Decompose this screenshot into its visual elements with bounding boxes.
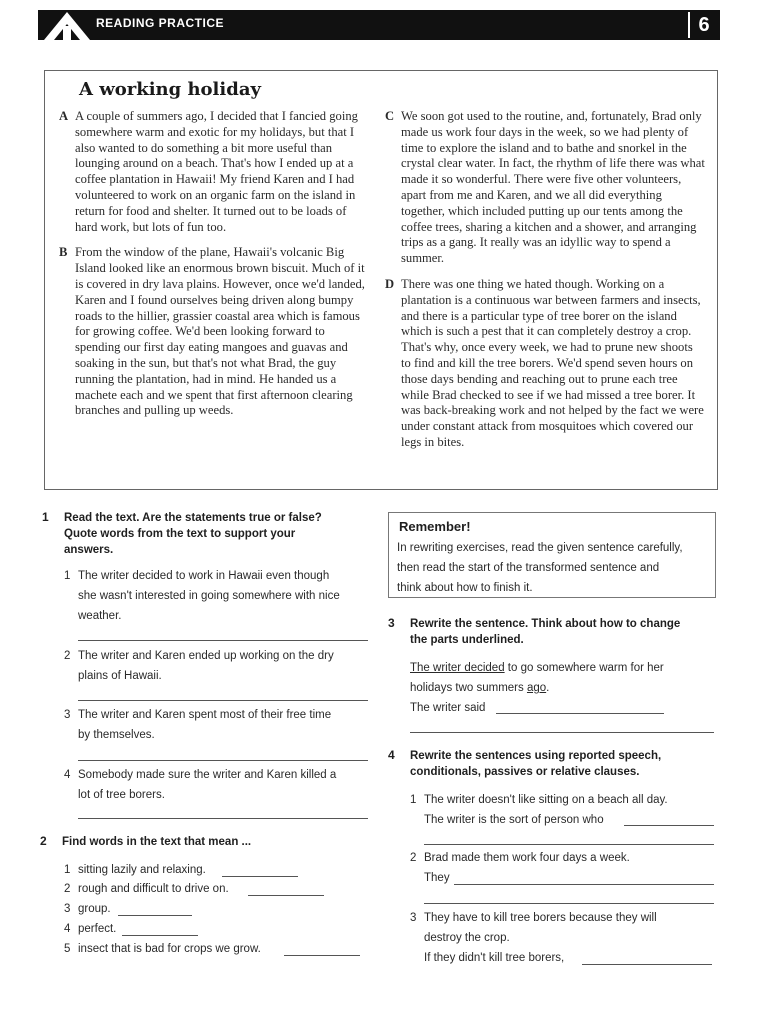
paragraph-text: From the window of the plane, Hawaii's volcanic Big Island looked like an enormous brown biscuit. Much of it is covered in dry lava plains. However, once we'd landed, Karen and I found ourselves being driven along bumpy roads to the hillier, grassier coastal area which is famous for growing coffee. We'd been looking forward to spending our first day eating mangoes and guavas and soaking in the sun, but that's not what Brad, the guy running the plantation, had in mind. He handed us a machete each and we spent that first afternoon clearing branches and pulling up weeds. [75, 245, 365, 418]
answer-line[interactable] [582, 964, 712, 965]
arrow-logo-icon [42, 10, 92, 40]
item-text [424, 790, 668, 830]
item-number: 4 [64, 769, 71, 781]
item-number: 1 [64, 570, 71, 582]
item-text: perfect. [78, 923, 117, 935]
instruction-line: answers. [64, 544, 114, 556]
answer-line[interactable] [78, 760, 368, 761]
answer-line[interactable] [624, 825, 714, 826]
exercise-number: 4 [388, 748, 395, 762]
exercise-2 [40, 834, 370, 964]
remember-line: think about how to finish it. [397, 582, 533, 594]
item-number: 3 [64, 709, 71, 721]
paragraph-letter: D [385, 276, 395, 291]
paragraph-d [385, 277, 705, 451]
item-line: lot of tree borers. [78, 789, 165, 801]
remember-title: Remember! [399, 519, 471, 534]
item-line: by themselves. [78, 729, 155, 741]
item-line: weather. [78, 610, 122, 622]
item-text: rough and difficult to drive on. [78, 883, 229, 895]
item-line: Somebody made sure the writer and Karen killed a [78, 769, 337, 781]
item-text [78, 646, 334, 686]
paragraph-text: We soon got used to the routine, and, fortunately, Brad only made us work four days in the week, so we had plenty of time to explore the island and to bathe and snorkel in the crystal clear water. In fact, the rhythm of life there was what made it so wonderful. There were five other volunteers, apart from me and Karen, and we all did everything together, which included putting up our tents among the coffee trees, sharing a kitchen and a shower, and arranging trips as a gang. It really was an idyllic way to spend a summer. [401, 109, 705, 266]
item-text: group. [78, 903, 111, 915]
sentence-line-2 [410, 678, 720, 698]
exercise-1 [42, 510, 372, 820]
paragraph-a [59, 109, 369, 235]
paragraph-c [385, 109, 705, 267]
item-prompt: The writer is the sort of person who [424, 814, 604, 826]
item-text [424, 848, 630, 888]
item-number: 5 [64, 943, 71, 955]
answer-line[interactable] [424, 903, 714, 904]
exercise-3 [388, 616, 718, 736]
answer-line[interactable] [424, 844, 714, 845]
rewrite-sentence [410, 658, 720, 718]
answer-line[interactable] [284, 955, 360, 956]
exercise-instruction: Find words in the text that mean ... [62, 836, 252, 848]
item-text: insect that is bad for crops we grow. [78, 943, 261, 955]
instruction-line: Quote words from the text to support your [64, 528, 296, 540]
item-number: 2 [410, 852, 417, 864]
sentence-prompt: The writer said [410, 702, 486, 714]
item-line: The writer and Karen ended up working on the dry [78, 650, 334, 662]
reading-passage-box [44, 70, 718, 490]
paragraph-letter: A [59, 109, 69, 123]
answer-line[interactable] [222, 876, 298, 877]
remember-line: In rewriting exercises, read the given sentence carefully, [397, 542, 683, 554]
paragraph-letter: C [385, 109, 395, 123]
answer-line[interactable] [122, 935, 198, 936]
remember-text [397, 538, 713, 598]
section-header [38, 10, 720, 40]
passage-column-right [385, 109, 705, 461]
underlined-phrase: The writer decided [410, 662, 505, 674]
paragraph-b [59, 245, 369, 419]
instruction-line: Read the text. Are the statements true or false? [64, 512, 322, 524]
item-sentence: They have to kill tree borers because they will [424, 912, 657, 924]
item-sentence: Brad made them work four days a week. [424, 852, 630, 864]
item-number: 3 [64, 903, 71, 915]
item-line: The writer decided to work in Hawaii even though [78, 570, 330, 582]
remember-line: then read the start of the transformed sentence and [397, 562, 660, 574]
passage-column-left [59, 109, 369, 429]
sentence-text: holidays two summers [410, 682, 527, 694]
item-text [78, 566, 340, 626]
item-line: The writer and Karen spent most of their free time [78, 709, 332, 721]
answer-line[interactable] [78, 640, 368, 641]
item-text [78, 705, 331, 745]
sentence-text: to go somewhere warm for her [504, 662, 664, 674]
answer-line[interactable] [496, 713, 664, 714]
exercise-4 [388, 748, 718, 968]
item-number: 1 [64, 864, 71, 876]
exercise-number: 2 [40, 834, 47, 848]
instruction-line: conditionals, passives or relative clauses. [410, 766, 640, 778]
item-number: 2 [64, 650, 71, 662]
instruction-line: Rewrite the sentence. Think about how to change [410, 618, 681, 630]
answer-line[interactable] [454, 884, 714, 885]
paragraph-text: A couple of summers ago, I decided that I fancied going somewhere warm and exotic for my holidays, but that I also wanted to do something a bit more useful than lounging around on a beach. That's how I ended up at a coffee plantation in Hawaii! My friend Karen and I had volunteered to work on an organic farm on the island in return for food and shelter. It turned out to be loads of hard work, but lots of fun too. [75, 109, 358, 234]
item-prompt: They [424, 872, 450, 884]
answer-line[interactable] [78, 818, 368, 819]
item-sentence: destroy the crop. [424, 932, 510, 944]
item-number: 1 [410, 794, 417, 806]
item-sentence: The writer doesn't like sitting on a beach all day. [424, 794, 668, 806]
remember-box [388, 512, 716, 598]
item-number: 4 [64, 923, 71, 935]
item-text [78, 765, 336, 805]
paragraph-text: There was one thing we hated though. Working on a plantation is a continuous war between farmers and insects, and there is a particular type of tree borer on the island which is such a pest that it can completely destroy a crop. That's why, once every week, we had to prune new shoots to find and kill the tree borers. We'd spend seven hours on those days bending and reaching out to prune each tree while Brad checked to see if we had missed a tree borer. It was back-breaking work and not helped by the fact we were under constant attack from mosquitoes which covered our legs in bites. [401, 276, 704, 449]
item-prompt: If they didn't kill tree borers, [424, 952, 565, 964]
item-number: 3 [410, 912, 417, 924]
exercise-number: 3 [388, 616, 395, 630]
sentence-text: . [546, 682, 550, 694]
unit-number: 6 [688, 12, 718, 38]
answer-line[interactable] [410, 732, 714, 733]
sentence-line-1 [410, 658, 720, 678]
passage-title: A working holiday [79, 79, 261, 100]
instruction-line: Rewrite the sentences using reported speech, [410, 750, 662, 762]
exercise-instruction [410, 616, 680, 648]
exercise-number: 1 [42, 510, 49, 524]
item-text [424, 908, 657, 968]
underlined-phrase: ago [526, 682, 547, 694]
answer-line[interactable] [118, 915, 192, 916]
item-line: she wasn't interested in going somewhere with nice [78, 590, 340, 602]
paragraph-letter: B [59, 245, 68, 260]
item-text: sitting lazily and relaxing. [78, 864, 206, 876]
item-number: 2 [64, 883, 71, 895]
answer-line[interactable] [78, 700, 368, 701]
answer-line[interactable] [248, 895, 324, 896]
item-line: plains of Hawaii. [78, 670, 162, 682]
exercise-instruction [410, 748, 661, 780]
instruction-line: the parts underlined. [410, 634, 524, 646]
section-title: READING PRACTICE [96, 16, 225, 30]
exercise-instruction [64, 510, 322, 558]
